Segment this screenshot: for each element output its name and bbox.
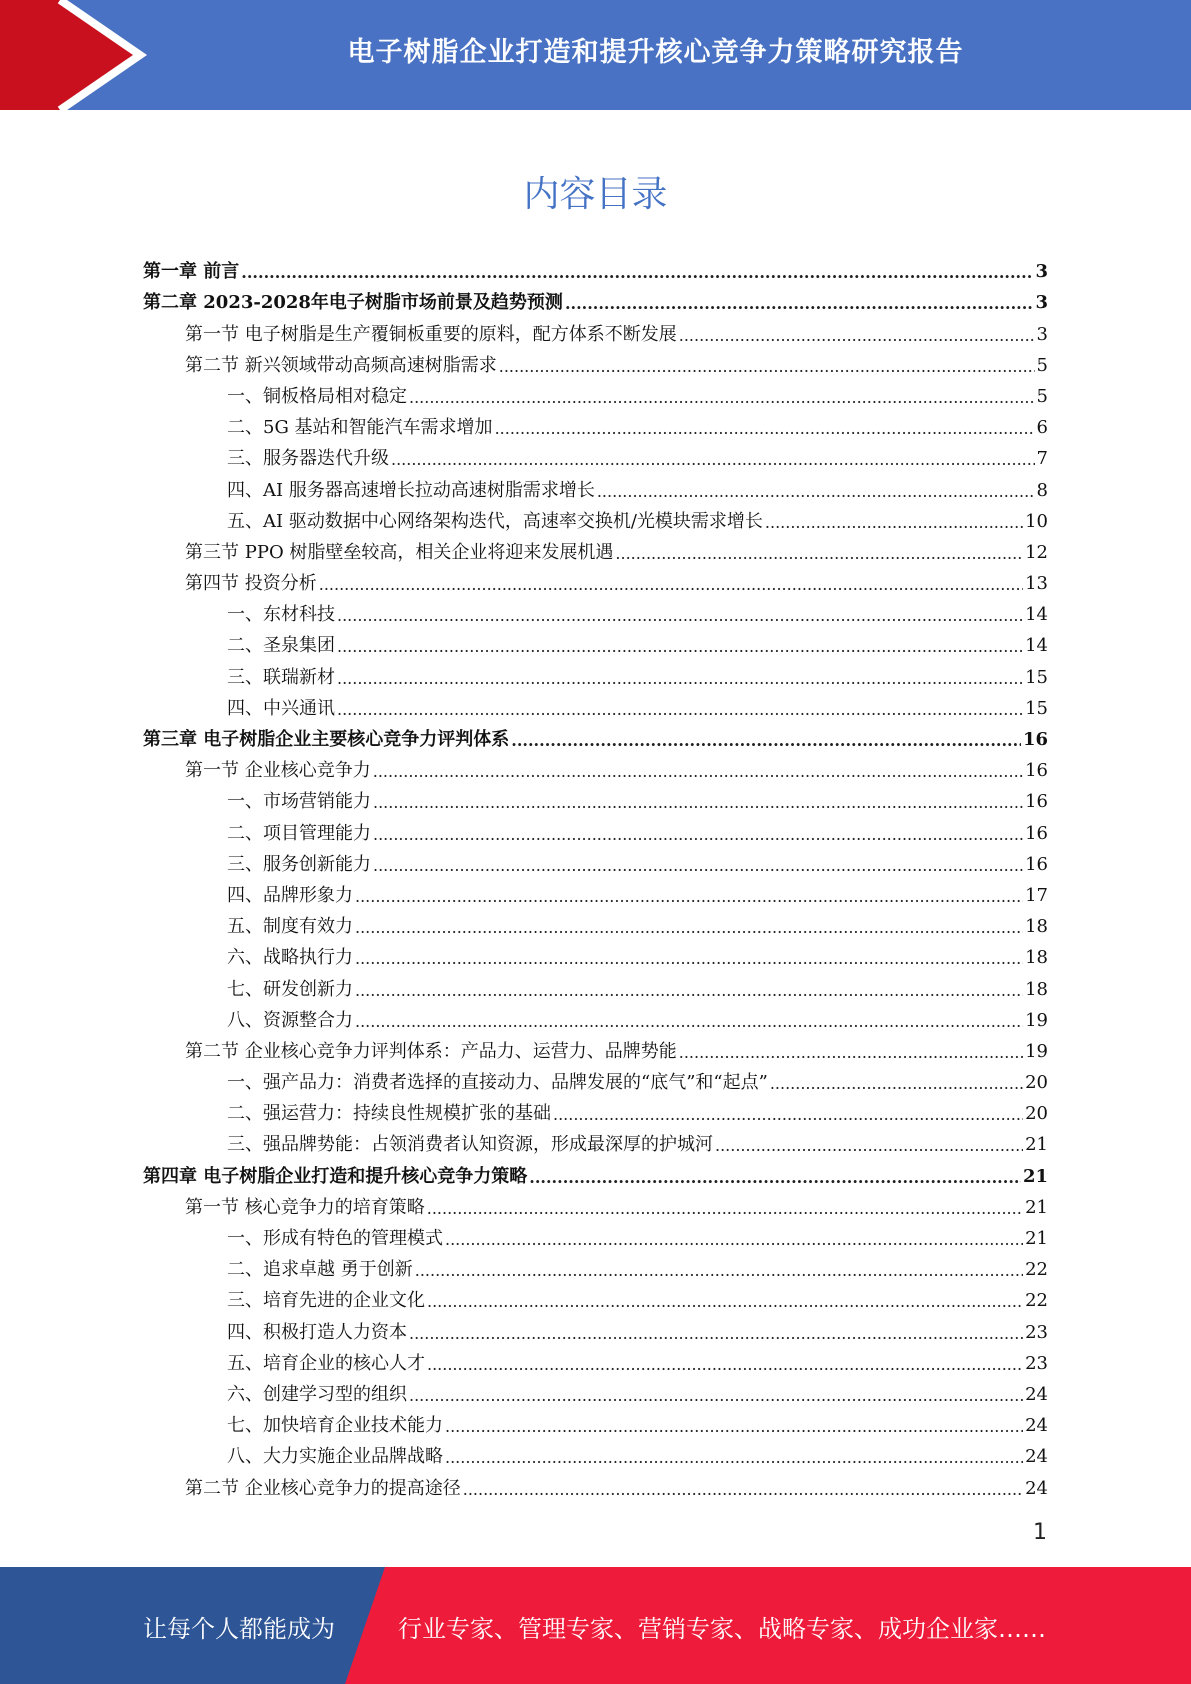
toc-entry-page: 18 (1025, 916, 1048, 938)
toc-entry-page: 18 (1025, 947, 1048, 969)
toc-dot-leader (445, 1415, 1023, 1439)
toc-entry[interactable] (143, 1158, 1048, 1189)
toc-dot-leader (373, 823, 1023, 847)
toc-dot-leader (597, 480, 1035, 504)
toc-entry-label: 六、创建学习型的组织 (227, 1383, 407, 1405)
toc-entry-page: 20 (1025, 1103, 1048, 1125)
toc-entry[interactable] (143, 504, 1048, 535)
toc-dot-leader (445, 1228, 1023, 1252)
toc-dot-leader (529, 1166, 1021, 1190)
table-of-contents (143, 254, 1048, 1502)
toc-entry[interactable] (143, 254, 1048, 285)
toc-dot-leader (427, 1197, 1023, 1221)
toc-entry[interactable] (143, 1377, 1048, 1408)
toc-entry[interactable] (143, 1470, 1048, 1501)
toc-dot-leader (241, 261, 1033, 285)
toc-entry-label: 五、AI 驱动数据中心网络架构迭代，高速率交换机/光模块需求增长 (227, 510, 763, 532)
toc-title: 内容目录 (523, 174, 668, 215)
toc-dot-leader (373, 791, 1023, 815)
page-header (0, 0, 1191, 110)
toc-entry-page: 16 (1025, 791, 1048, 813)
toc-entry-page: 20 (1025, 1072, 1048, 1094)
toc-entry[interactable] (143, 878, 1048, 909)
toc-dot-leader (679, 1041, 1023, 1065)
toc-entry-page: 7 (1036, 448, 1048, 470)
toc-entry-label: 一、强产品力：消费者选择的直接动力、品牌发展的“底气”和“起点” (227, 1072, 768, 1094)
toc-entry[interactable] (143, 316, 1048, 347)
toc-entry[interactable] (143, 441, 1048, 472)
toc-entry[interactable] (143, 1096, 1048, 1127)
toc-dot-leader (511, 729, 1021, 753)
toc-entry-page: 5 (1036, 385, 1048, 407)
toc-dot-leader (355, 885, 1023, 909)
toc-entry[interactable] (143, 691, 1048, 722)
toc-entry[interactable] (143, 753, 1048, 784)
toc-entry[interactable] (143, 1127, 1048, 1158)
toc-entry-label: 四、AI 服务器高速增长拉动高速树脂需求增长 (227, 479, 595, 501)
toc-entry-label: 第一节 核心竞争力的培育策略 (185, 1196, 425, 1218)
toc-dot-leader (615, 542, 1023, 566)
toc-entry[interactable] (143, 1283, 1048, 1314)
toc-entry[interactable] (143, 1034, 1048, 1065)
toc-entry-label: 第二节 新兴领域带动高频高速树脂需求 (185, 354, 497, 376)
toc-entry[interactable] (143, 847, 1048, 878)
toc-entry-label: 三、强品牌势能：占领消费者认知资源，形成最深厚的护城河 (227, 1134, 713, 1156)
toc-entry-page: 16 (1025, 853, 1048, 875)
toc-dot-leader (355, 947, 1023, 971)
toc-entry-page: 23 (1025, 1321, 1048, 1343)
toc-entry-label: 二、强运营力：持续良性规模扩张的基础 (227, 1103, 551, 1125)
page-footer (0, 1567, 1191, 1684)
toc-dot-leader (373, 854, 1023, 878)
toc-entry-page: 19 (1025, 1040, 1048, 1062)
toc-dot-leader (355, 916, 1023, 940)
toc-entry[interactable] (143, 1003, 1048, 1034)
toc-entry-label: 第二节 企业核心竞争力的提高途径 (185, 1477, 461, 1499)
toc-entry[interactable] (143, 379, 1048, 410)
page-number: 1 (1033, 1520, 1047, 1545)
toc-dot-leader (337, 635, 1023, 659)
toc-entry[interactable] (143, 971, 1048, 1002)
toc-entry[interactable] (143, 348, 1048, 379)
toc-entry-page: 15 (1025, 697, 1048, 719)
toc-entry-label: 一、市场营销能力 (227, 791, 371, 813)
toc-entry-label: 四、品牌形象力 (227, 884, 353, 906)
toc-dot-leader (463, 1478, 1023, 1502)
toc-entry-page: 22 (1025, 1290, 1048, 1312)
toc-entry-label: 四、积极打造人力资本 (227, 1321, 407, 1343)
toc-entry-label: 八、资源整合力 (227, 1009, 353, 1031)
toc-entry-page: 17 (1025, 884, 1048, 906)
toc-entry[interactable] (143, 628, 1048, 659)
toc-entry-label: 七、研发创新力 (227, 978, 353, 1000)
toc-dot-leader (427, 1353, 1023, 1377)
toc-entry[interactable] (143, 410, 1048, 441)
toc-entry-label: 二、追求卓越 勇于创新 (227, 1259, 413, 1281)
toc-entry[interactable] (143, 722, 1048, 753)
toc-entry-label: 第四节 投资分析 (185, 573, 317, 595)
toc-dot-leader (770, 1072, 1023, 1096)
toc-dot-leader (355, 979, 1023, 1003)
toc-entry[interactable] (143, 535, 1048, 566)
toc-entry-label: 三、联瑞新材 (227, 666, 335, 688)
header-title: 电子树脂企业打造和提升核心竞争力策略研究报告 (347, 37, 964, 68)
toc-entry-label: 第一节 电子树脂是生产覆铜板重要的原料，配方体系不断发展 (185, 323, 677, 345)
toc-entry-page: 10 (1025, 510, 1048, 532)
toc-entry-page: 16 (1025, 822, 1048, 844)
toc-entry[interactable] (143, 815, 1048, 846)
toc-entry-label: 三、服务创新能力 (227, 853, 371, 875)
toc-dot-leader (391, 448, 1035, 472)
toc-entry-label: 第三章 电子树脂企业主要核心竞争力评判体系 (143, 729, 510, 750)
toc-entry-page: 24 (1025, 1383, 1048, 1405)
toc-entry-page: 21 (1025, 1228, 1048, 1249)
toc-entry-label: 一、形成有特色的管理模式 (227, 1228, 443, 1249)
toc-entry[interactable] (143, 659, 1048, 690)
toc-dot-leader (499, 355, 1035, 379)
toc-dot-leader (427, 1290, 1023, 1314)
toc-entry-label: 一、铜板格局相对稳定 (227, 385, 407, 407)
toc-entry-page: 21 (1022, 1165, 1048, 1187)
toc-entry[interactable] (143, 909, 1048, 940)
toc-dot-leader (565, 292, 1034, 316)
toc-entry[interactable] (143, 1408, 1048, 1439)
toc-entry[interactable] (143, 597, 1048, 628)
toc-entry-page: 3 (1035, 261, 1048, 283)
toc-entry-page: 14 (1025, 635, 1048, 657)
toc-entry-label: 八、大力实施企业品牌战略 (227, 1446, 443, 1468)
toc-entry-label: 五、制度有效力 (227, 916, 353, 938)
toc-dot-leader (415, 1259, 1023, 1283)
toc-entry-label: 六、战略执行力 (227, 947, 353, 969)
toc-entry-label: 第一节 企业核心竞争力 (185, 760, 371, 782)
toc-entry-label: 二、5G 基站和智能汽车需求增加 (227, 417, 493, 439)
toc-entry-page: 8 (1036, 479, 1048, 501)
toc-entry-label: 第三节 PPO 树脂壁垒较高，相关企业将迎来发展机遇 (185, 541, 614, 563)
toc-entry-page: 12 (1025, 541, 1048, 563)
toc-entry-label: 四、中兴通讯 (227, 697, 335, 719)
toc-entry[interactable] (143, 1221, 1048, 1252)
toc-entry-label: 第二章 2023-2028年电子树脂市场前景及趋势预测 (143, 292, 563, 314)
footer-slogan-left: 让每个人都能成为 (143, 1615, 335, 1643)
toc-dot-leader (409, 1322, 1023, 1346)
toc-entry[interactable] (143, 285, 1048, 316)
toc-entry-label: 第四章 电子树脂企业打造和提升核心竞争力策略 (143, 1165, 528, 1187)
toc-entry-page: 3 (1035, 292, 1048, 314)
toc-dot-leader (553, 1103, 1023, 1127)
toc-entry-page: 14 (1025, 604, 1048, 626)
toc-entry-page: 3 (1036, 323, 1048, 345)
toc-entry-page: 6 (1036, 417, 1048, 439)
toc-entry-label: 五、培育企业的核心人才 (227, 1352, 425, 1374)
toc-entry-page: 18 (1025, 978, 1048, 1000)
toc-entry[interactable] (143, 1439, 1048, 1470)
toc-entry-page: 21 (1025, 1196, 1048, 1218)
toc-dot-leader (409, 1384, 1023, 1408)
toc-entry-label: 三、培育先进的企业文化 (227, 1290, 425, 1312)
toc-entry[interactable] (143, 472, 1048, 503)
toc-dot-leader (445, 1446, 1023, 1470)
toc-entry[interactable] (143, 1065, 1048, 1096)
toc-dot-leader (337, 667, 1023, 691)
toc-dot-leader (337, 698, 1023, 722)
toc-entry[interactable] (143, 940, 1048, 971)
toc-entry-page: 19 (1025, 1009, 1048, 1031)
toc-entry[interactable] (143, 1190, 1048, 1221)
toc-entry-page: 16 (1022, 729, 1048, 750)
toc-entry-label: 第一章 前言 (143, 261, 240, 283)
toc-entry-page: 24 (1025, 1477, 1048, 1499)
toc-dot-leader (319, 573, 1023, 597)
toc-dot-leader (715, 1134, 1023, 1158)
toc-entry[interactable] (143, 1314, 1048, 1345)
toc-entry-page: 23 (1025, 1352, 1048, 1374)
toc-entry-label: 二、圣泉集团 (227, 635, 335, 657)
toc-entry[interactable] (143, 566, 1048, 597)
toc-dot-leader (495, 417, 1035, 441)
toc-entry-page: 24 (1025, 1446, 1048, 1468)
toc-dot-leader (765, 511, 1023, 535)
toc-entry-page: 24 (1025, 1415, 1048, 1437)
toc-dot-leader (679, 324, 1035, 348)
toc-dot-leader (409, 386, 1035, 410)
toc-entry-label: 三、服务器迭代升级 (227, 448, 389, 470)
toc-entry-page: 16 (1025, 760, 1048, 782)
toc-entry[interactable] (143, 1252, 1048, 1283)
toc-dot-leader (337, 604, 1023, 628)
toc-entry[interactable] (143, 1346, 1048, 1377)
toc-entry-page: 15 (1025, 666, 1048, 688)
toc-entry-label: 二、项目管理能力 (227, 822, 371, 844)
toc-entry-label: 一、东材科技 (227, 604, 335, 626)
toc-entry-page: 5 (1036, 354, 1048, 376)
toc-dot-leader (373, 760, 1023, 784)
toc-entry-label: 第二节 企业核心竞争力评判体系：产品力、运营力、品牌势能 (185, 1040, 677, 1062)
toc-entry-page: 22 (1025, 1259, 1048, 1281)
footer-slogan-right: 行业专家、管理专家、营销专家、战略专家、成功企业家…… (398, 1615, 1046, 1643)
toc-dot-leader (355, 1010, 1023, 1034)
toc-entry[interactable] (143, 784, 1048, 815)
toc-entry-page: 13 (1025, 573, 1048, 595)
toc-entry-page: 21 (1025, 1134, 1048, 1156)
toc-entry-label: 七、加快培育企业技术能力 (227, 1415, 443, 1437)
